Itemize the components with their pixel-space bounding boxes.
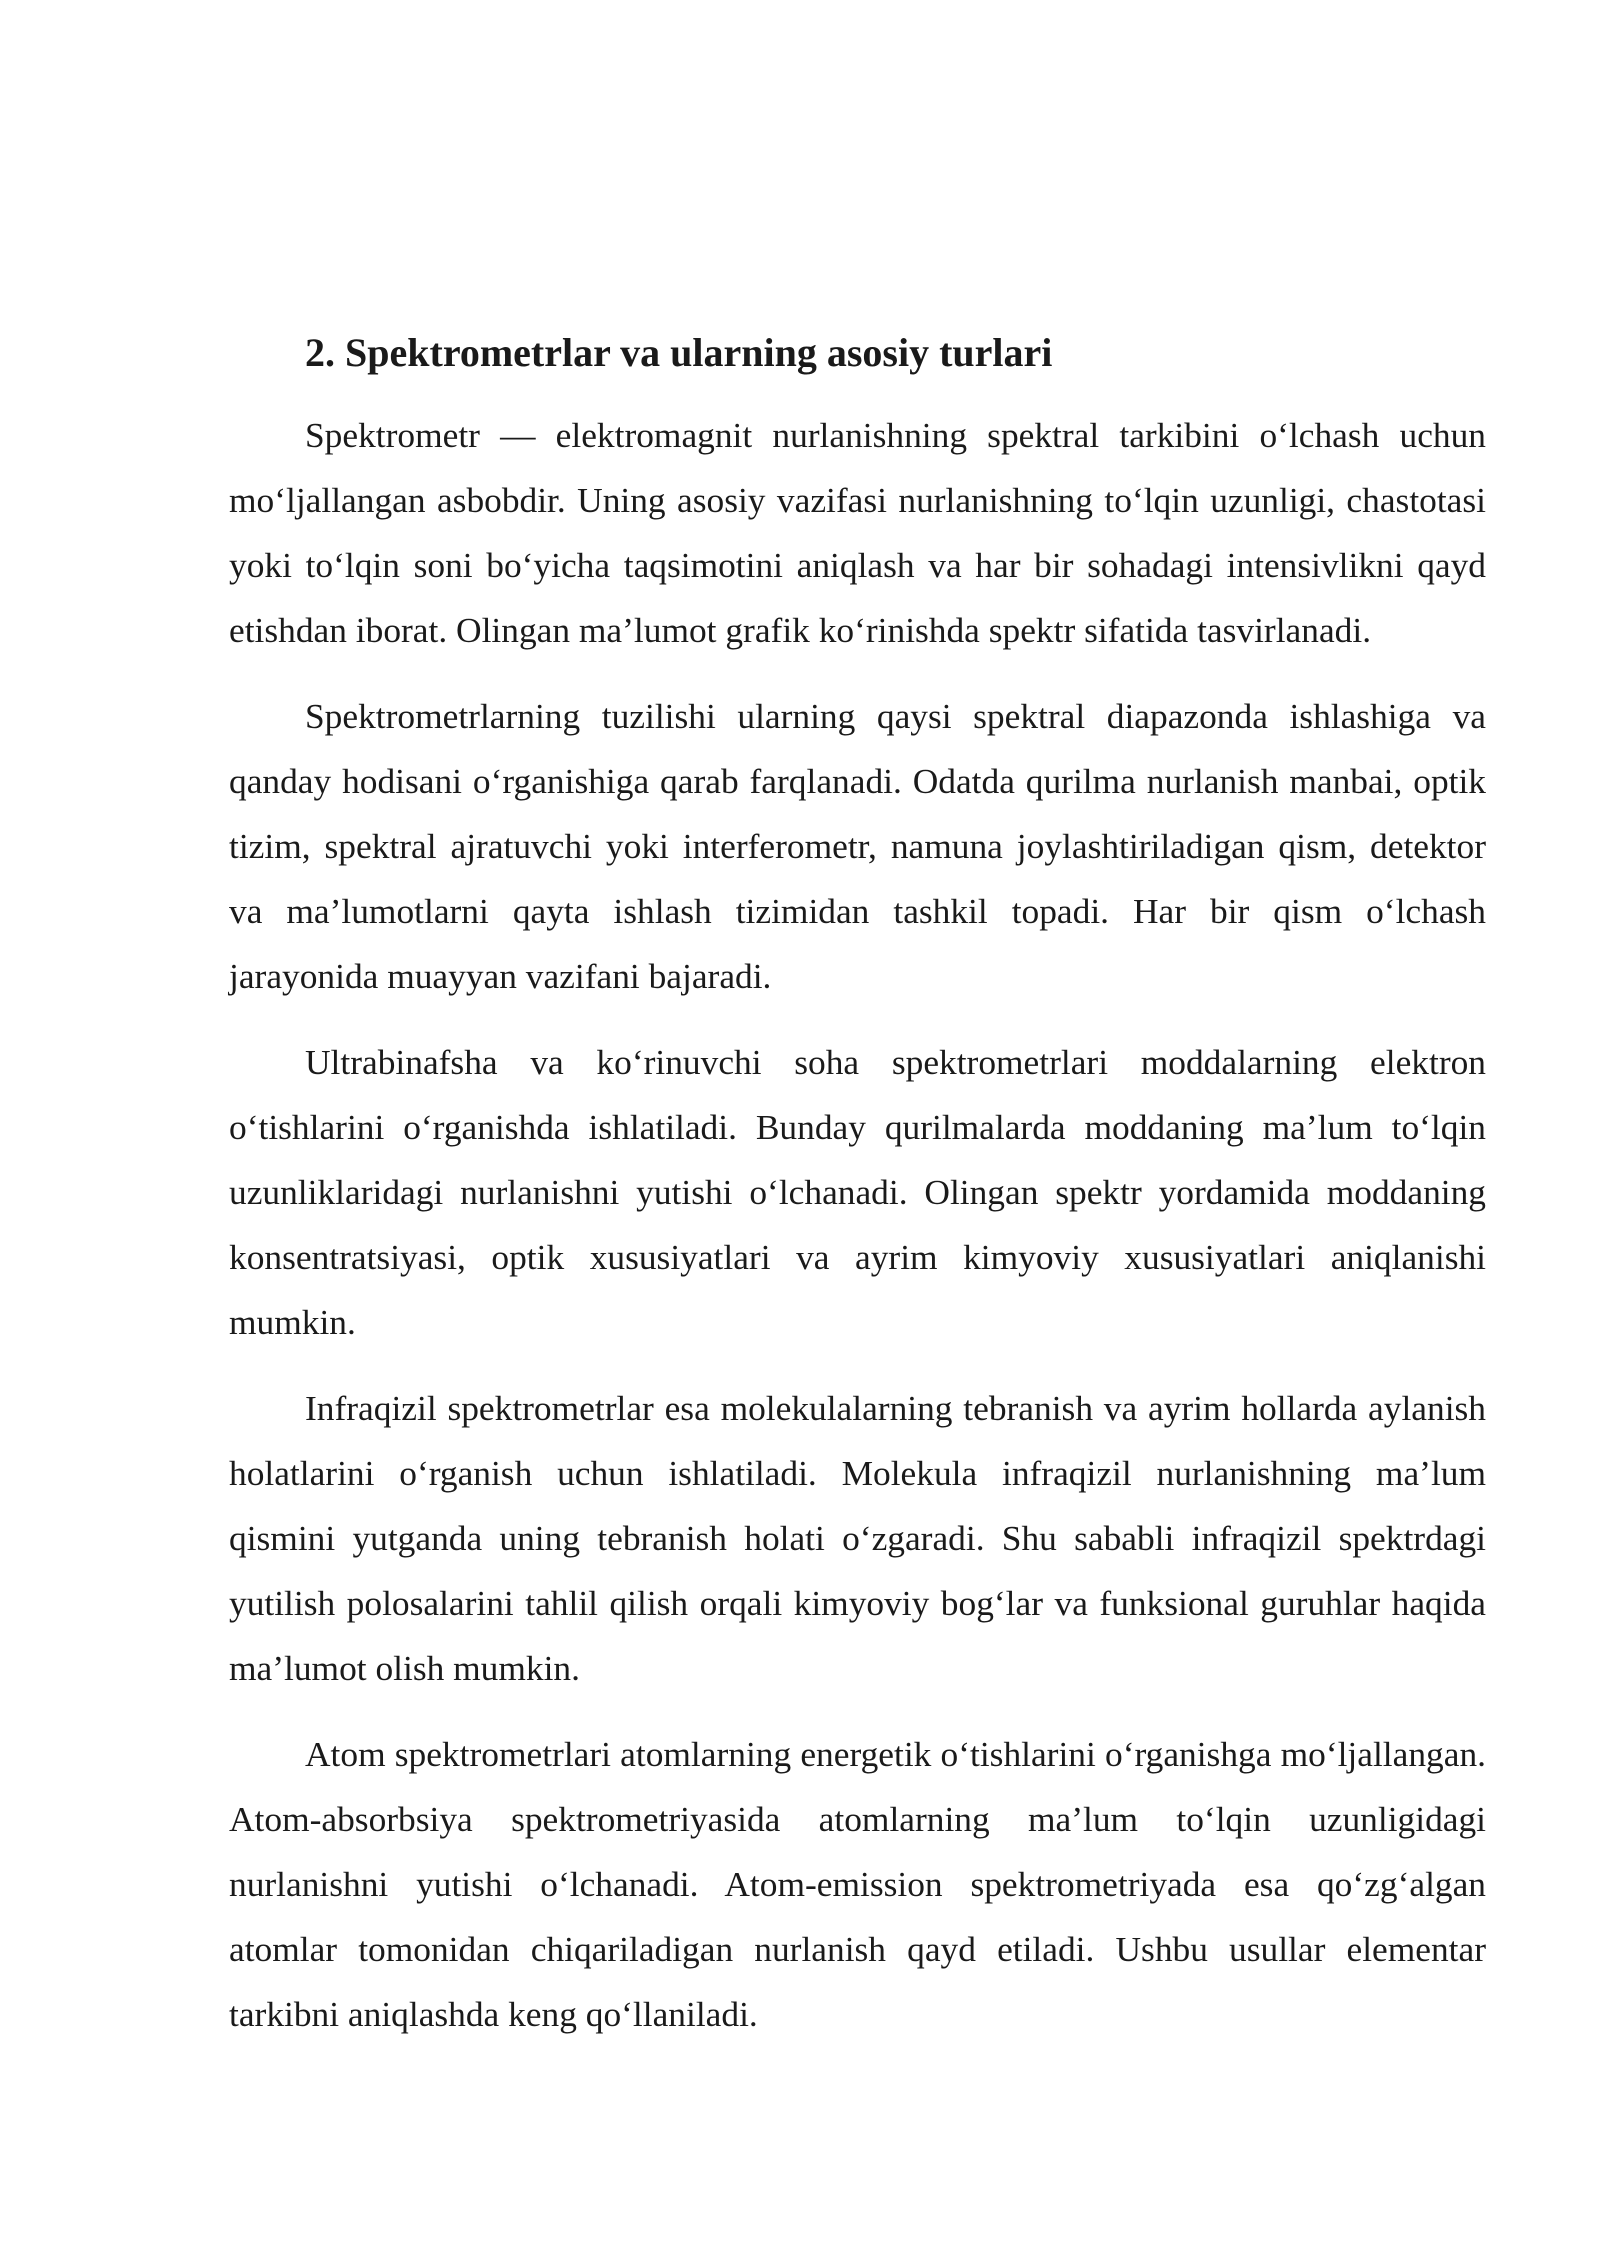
paragraph-1: Spektrometr — elektromagnit nurlanishning spektral tarkibini o‘lchash uchun mo‘ljallangan asbobdir. Uning asosiy vazifasi nurlanishning to‘lqin uzunligi, chastotasi yoki to‘lqin soni bo‘yicha taqsimotini aniqlash va har bir sohadagi intensivlikni qayd etishdan iborat. Olingan ma’lumot grafik ko‘rinishda spektr sifatida tasvirlanadi. [229,415,1486,650]
paragraph-2: Spektrometrlarning tuzilishi ularning qaysi spektral diapazonda ishlashiga va qanday hodisani o‘rganishiga qarab farqlanadi. Odatda qurilma nurlanish manbai, optik tizim, spektral ajratuvchi yoki interferometr, namuna joylashtiriladigan qism, detektor va ma’lumotlarni qayta ishlash tizimidan tashkil topadi. Har bir qism o‘lchash jarayonida muayyan vazifani bajaradi. [229,696,1486,996]
paragraph-5: Atom spektrometrlari atomlarning energetik o‘tishlarini o‘rganishga mo‘ljallangan. Atom-absorbsiya spektrometriyasida atomlarning ma’lum to‘lqin uzunligidagi nurlanishni yutishi o‘lchanadi. Atom-emission spektrometriyada esa qo‘zg‘algan atomlar tomonidan chiqariladigan nurlanish qayd etiladi. Ushbu usullar elementar tarkibni aniqlashda keng qo‘llaniladi. [229,1734,1486,2034]
document-page [229,323,1486,2068]
section-heading: 2. Spektrometrlar va ularning asosiy turlari [305,330,1053,375]
paragraph-3: Ultrabinafsha va ko‘rinuvchi soha spektrometrlari moddalarning elektron o‘tishlarini o‘rganishda ishlatiladi. Bunday qurilmalarda moddaning ma’lum to‘lqin uzunliklaridagi nurlanishni yutishi o‘lchanadi. Olingan spektr yordamida moddaning konsentratsiyasi, optik xususiyatlari va ayrim kimyoviy xususiyatlari aniqlanishi mumkin. [229,1042,1486,1342]
paragraph-4: Infraqizil spektrometrlar esa molekulalarning tebranish va ayrim hollarda aylanish holatlarini o‘rganish uchun ishlatiladi. Molekula infraqizil nurlanishning ma’lum qismini yutganda uning tebranish holati o‘zgaradi. Shu sababli infraqizil spektrdagi yutilish polosalarini tahlil qilish orqali kimyoviy bog‘lar va funksional guruhlar haqida ma’lumot olish mumkin. [229,1388,1486,1688]
